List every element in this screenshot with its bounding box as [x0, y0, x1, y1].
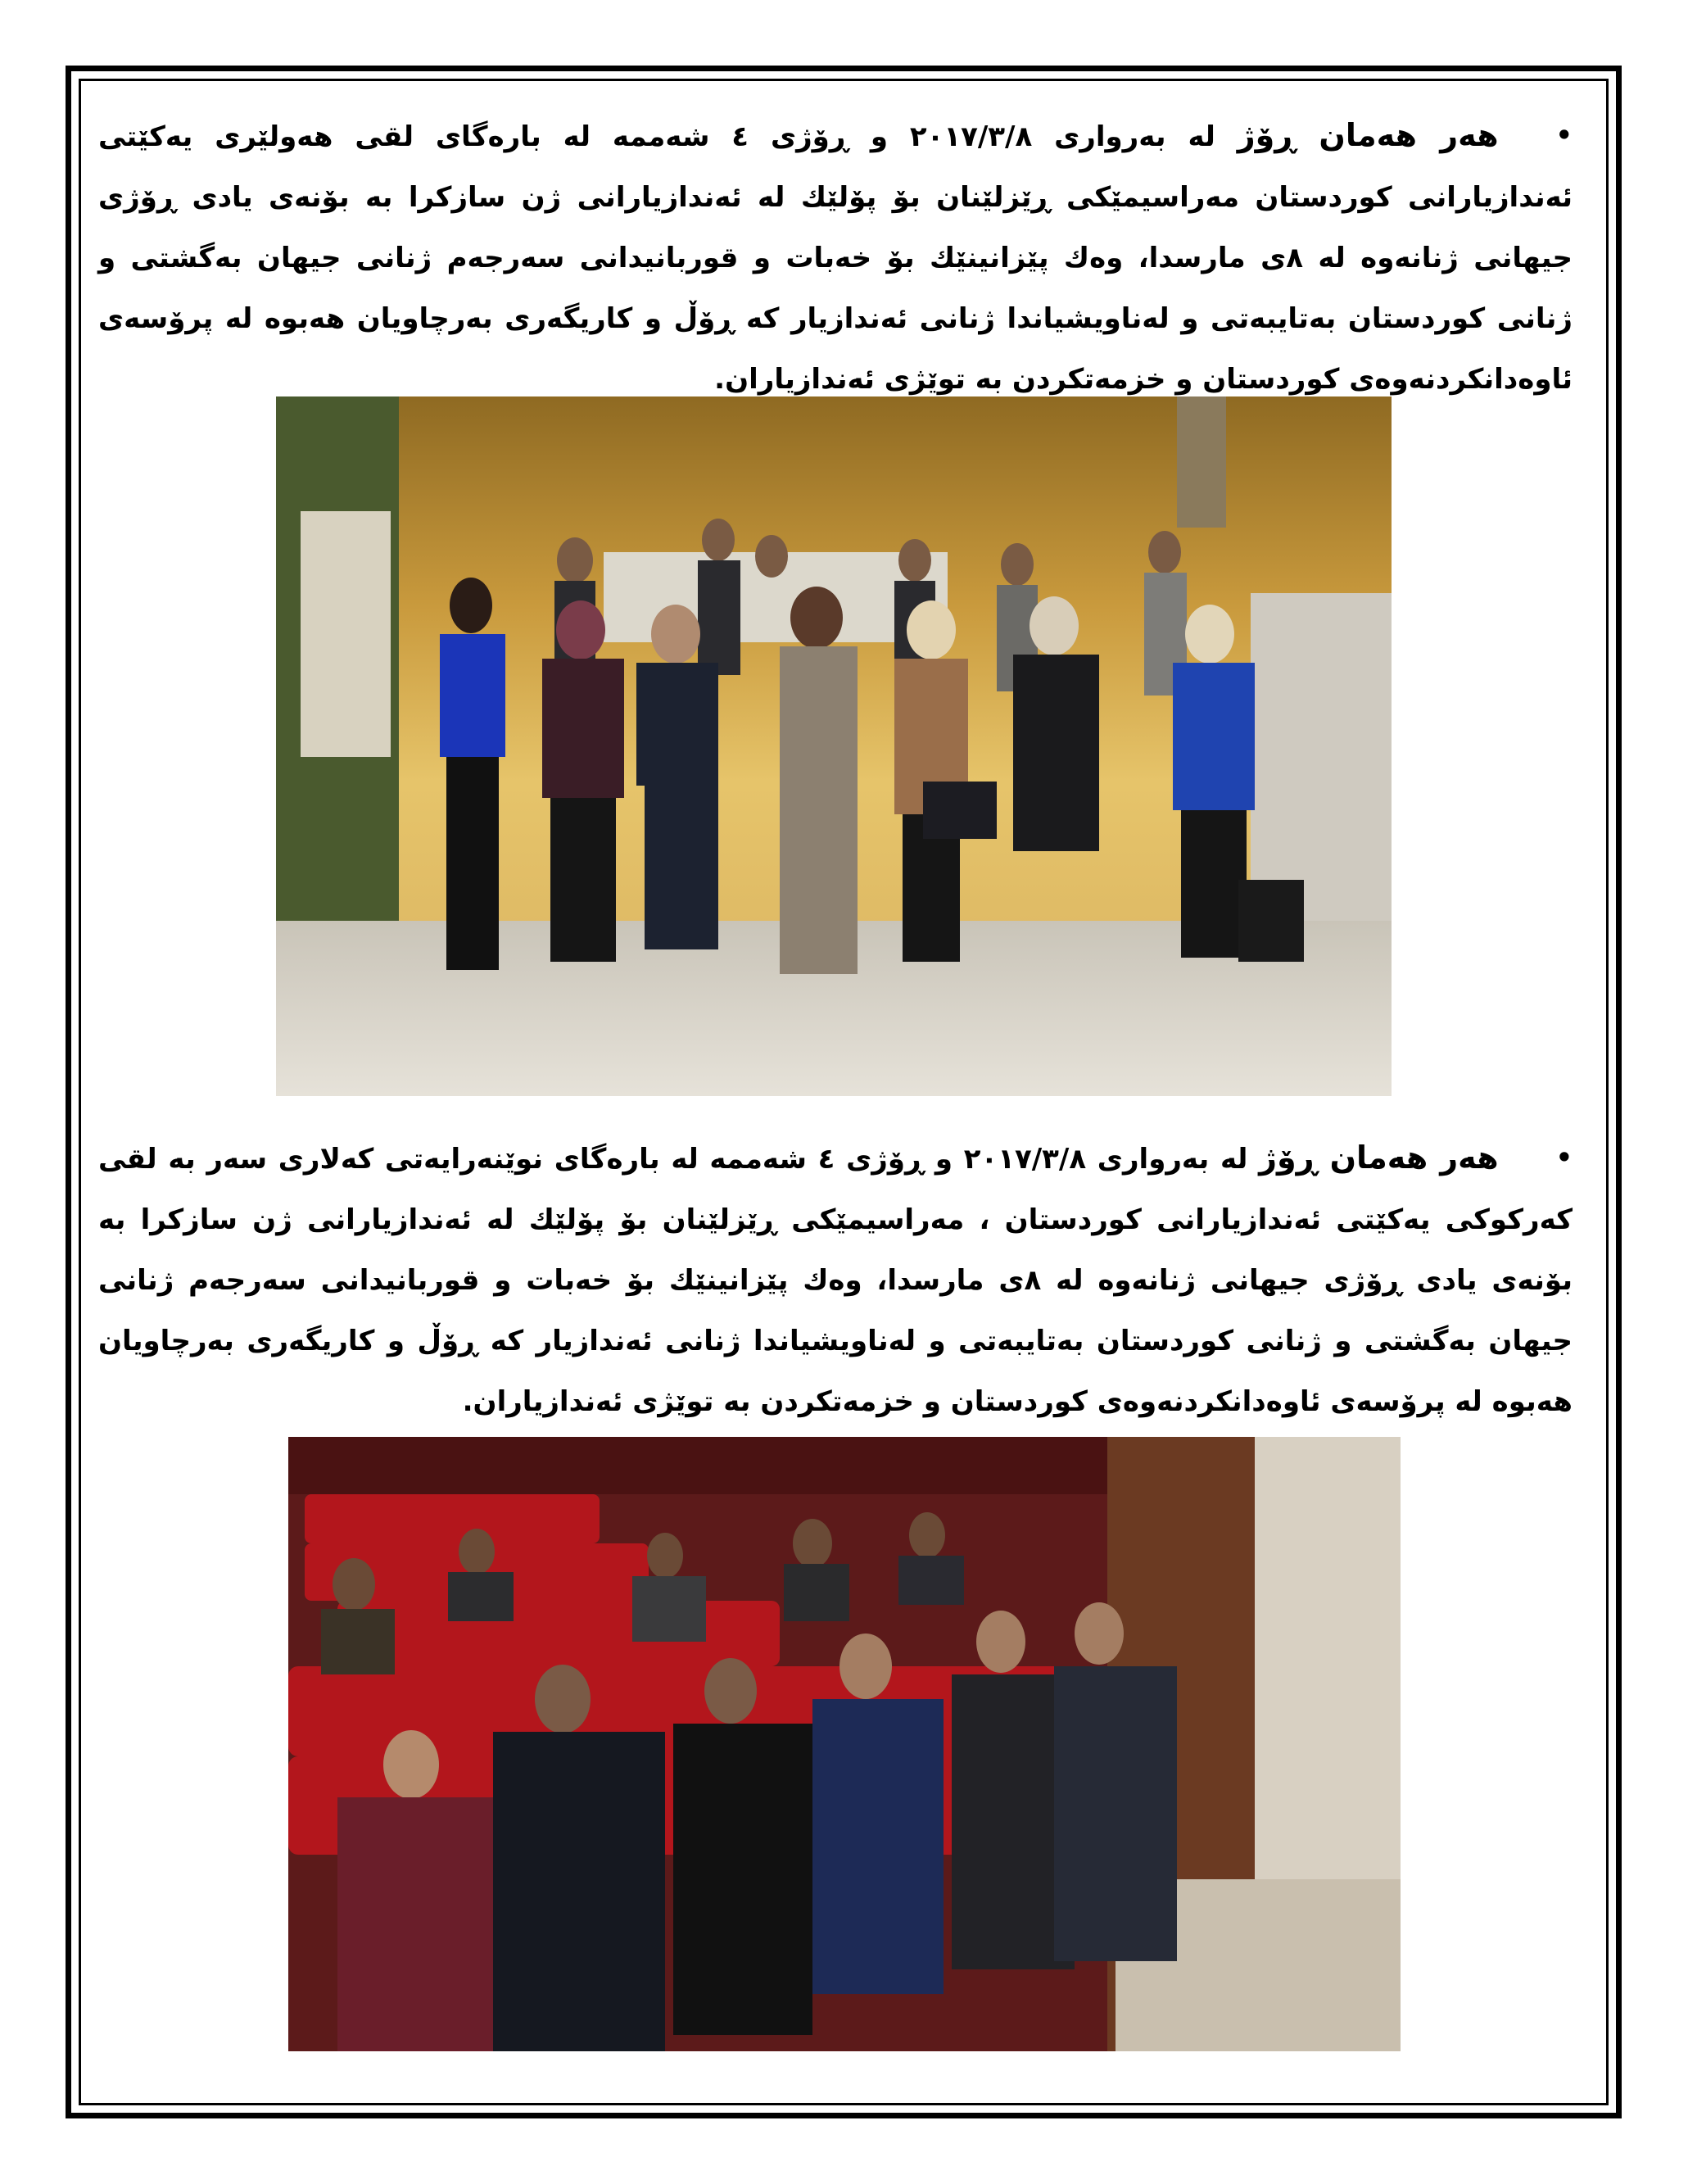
group-photo-women-engineers: [276, 396, 1392, 1096]
paragraph-text: لە بەرواری ٢٠١٧/٣/٨ و ڕۆژی ٤ شەممە لە بارەگای نوێنەرایەتی کەلاری سەر بە لقی کەرکوکی یەکێتی ئەندازیارانی کوردستان ، مەراسیمێکی ڕێزلێنان بۆ پۆلێك لە ئەندازیارانی ژن سازکرا بە بۆنەی یادی ڕۆژی جیهانی ژنانەوە لە ٨ی مارسدا، وەك پێزانینێك بۆ خەبات و قوربانیدانی سەرجەم ژنانی جیهان بەگشتی و ژنانی کوردستان بەتایبەتی و لەناویشیاندا ژنانی ئەندازیار کە ڕۆڵ و کاریگەری بەرچاویان هەبوە لە پرۆسەی ئاوەدانکردنەوەی کوردستان و خزمەتکردن بە توێژی ئەندازیاران.: [98, 1143, 1573, 1418]
paragraph-lead: هەر هەمان ڕۆژ: [1237, 117, 1499, 153]
photo-audience-hall: [288, 1437, 1401, 2051]
bullet-marker: •: [1555, 120, 1573, 151]
bullet-marker: •: [1555, 1142, 1573, 1173]
paragraph-kirkuk-erbil-ceremony: [98, 105, 1573, 410]
paragraph-text: لە بەرواری ٢٠١٧/٣/٨ و ڕۆژی ٤ شەممە لە بارەگای لقی هەولێری یەکێتی ئەندازیارانی کوردستان مەراسیمێکی ڕێزلێنان بۆ پۆلێك لە ئەندازیارانی ژن سازکرا بە بۆنەی یادی ڕۆژی جیهانی ژنانەوە لە ٨ی مارسدا، وەك پێزانینێك بۆ خەبات و قوربانیدانی سەرجەم ژنانی جیهان بەگشتی و ژنانی کوردستان بەتایبەتی و لەناویشیاندا ژنانی ئەندازیار کە ڕۆڵ و کاریگەری بەرچاویان هەبوە لە پرۆسەی ئاوەدانکردنەوەی کوردستان و خزمەتکردن بە توێژی ئەندازیاران.: [98, 120, 1573, 396]
paragraph-kalar-ceremony: [98, 1127, 1573, 1432]
paragraph-lead: هەر هەمان ڕۆژ: [1259, 1140, 1499, 1176]
